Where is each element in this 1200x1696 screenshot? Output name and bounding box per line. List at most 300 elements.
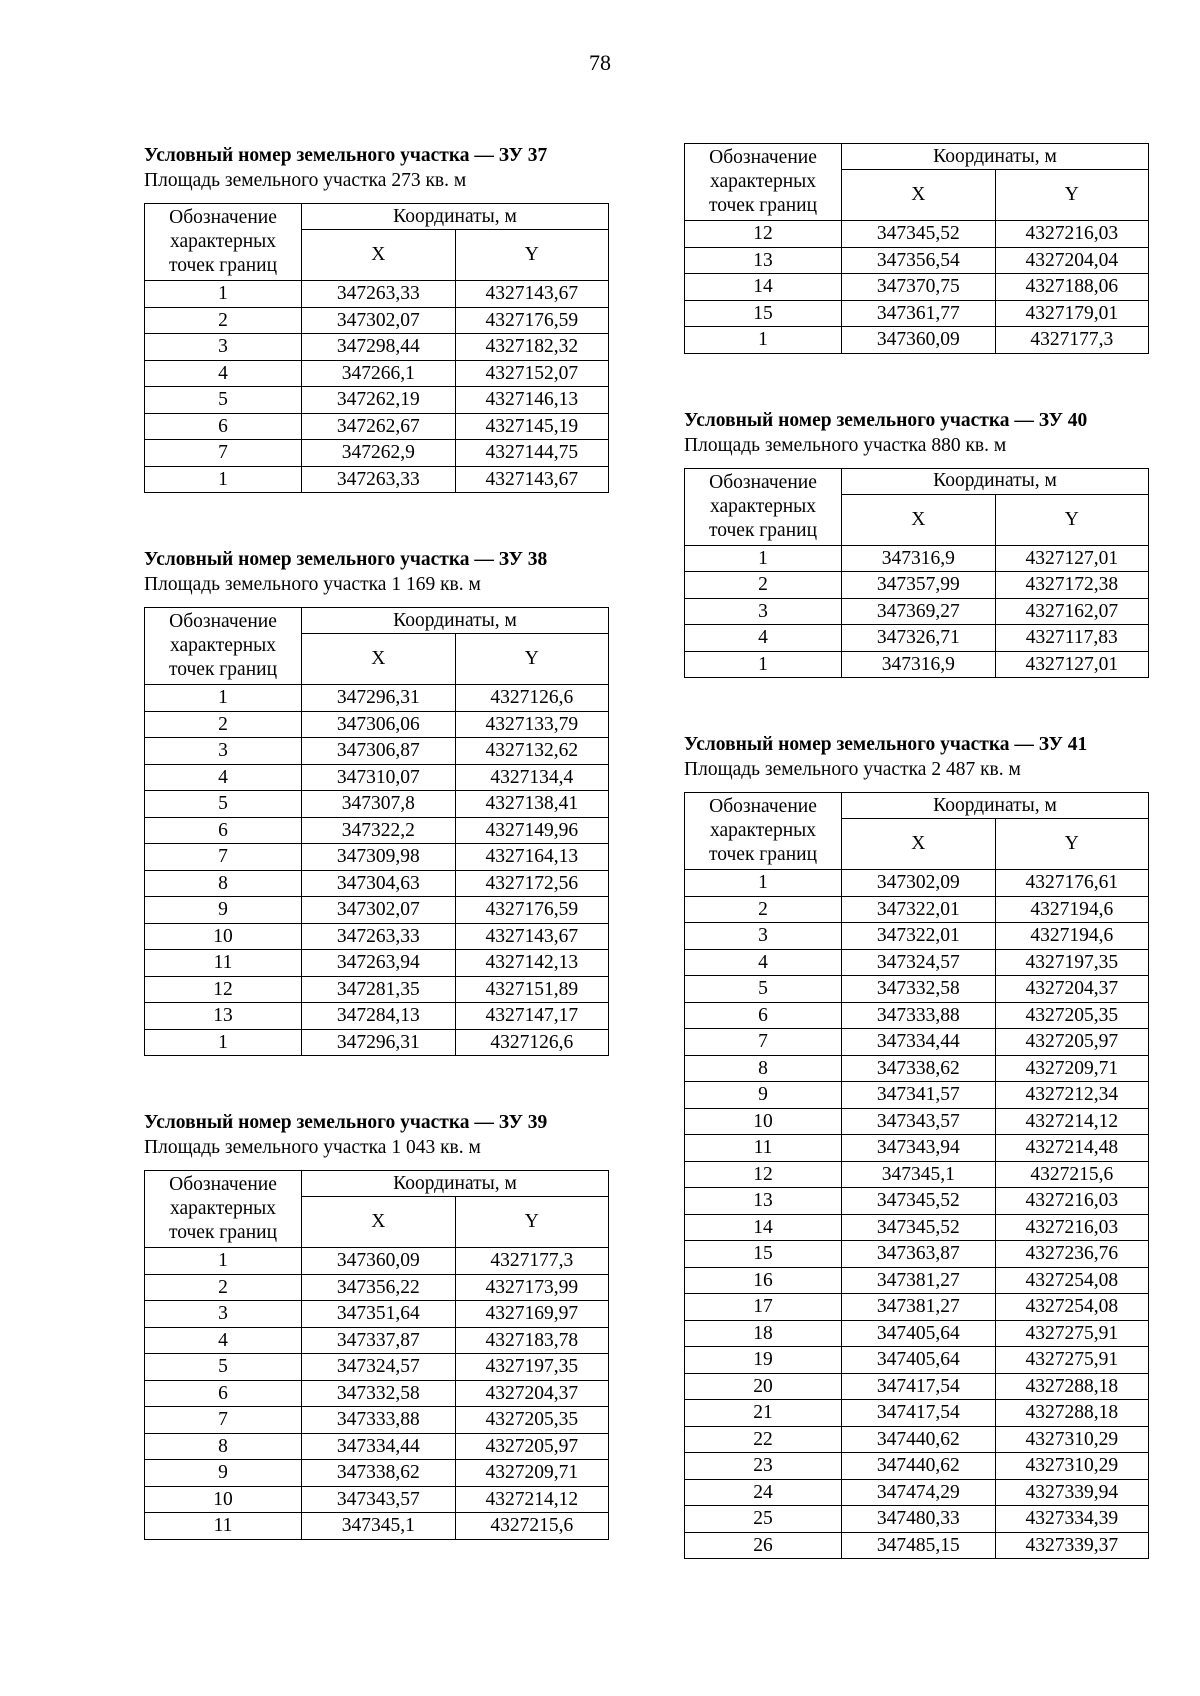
cell-point: 16: [685, 1267, 842, 1294]
cell-point: 26: [685, 1532, 842, 1559]
header-row: [145, 204, 609, 230]
cell-point: 1: [685, 651, 842, 678]
cell-x: 347263,33: [302, 281, 456, 308]
header-coordinates: Координаты, м: [842, 793, 1149, 819]
cell-point: 23: [685, 1453, 842, 1480]
cell-x: 347474,29: [842, 1479, 996, 1506]
cell-y: 4327339,37: [995, 1532, 1149, 1559]
table-row: [145, 844, 609, 871]
table-row: [145, 1301, 609, 1328]
table-row: [685, 1241, 1149, 1268]
cell-point: 3: [145, 738, 302, 765]
cell-y: 4327142,13: [455, 950, 609, 977]
header-y: Y: [995, 494, 1149, 545]
section-zu39: [144, 1110, 614, 1540]
header-point-line: характерных: [170, 635, 276, 656]
cell-x: 347316,9: [842, 651, 996, 678]
section-area: Площадь земельного участка 1 043 кв. м: [144, 1137, 481, 1158]
cell-y: 4327204,04: [995, 247, 1149, 274]
section-title: Условный номер земельного участка — ЗУ 37: [144, 145, 548, 166]
cell-y: 4327127,01: [995, 545, 1149, 572]
header-point-line: характерных: [170, 1198, 276, 1219]
cell-point: 19: [685, 1347, 842, 1374]
cell-point: 1: [145, 1248, 302, 1275]
table-row: [145, 1486, 609, 1513]
table-row: [685, 870, 1149, 897]
table-row: [145, 897, 609, 924]
table-row: [685, 625, 1149, 652]
cell-y: 4327275,91: [995, 1320, 1149, 1347]
header-point-line: Обозначение: [709, 147, 817, 168]
table-row: [685, 247, 1149, 274]
cell-point: 12: [685, 1161, 842, 1188]
cell-point: 20: [685, 1373, 842, 1400]
cell-x: 347266,1: [302, 360, 456, 387]
header-coordinates: Координаты, м: [302, 1171, 609, 1197]
table-row: [145, 923, 609, 950]
cell-x: 347381,27: [842, 1294, 996, 1321]
header-point-line: характерных: [710, 495, 816, 517]
cell-point: 7: [685, 1029, 842, 1056]
header-point-line: точек границ: [708, 195, 818, 216]
header-y: Y: [455, 634, 609, 685]
cell-x: 347405,64: [842, 1320, 996, 1347]
section-zu38: [144, 547, 614, 1056]
cell-x: 347334,44: [842, 1029, 996, 1056]
cell-y: 4327215,6: [995, 1161, 1149, 1188]
header-point-line: характерных: [710, 171, 816, 192]
cell-x: 347333,88: [302, 1407, 456, 1434]
header-point-designation: [145, 1171, 302, 1248]
cell-point: 13: [685, 247, 842, 274]
header-row: [685, 144, 1149, 170]
section-title: Условный номер земельного участка — ЗУ 38: [144, 549, 548, 570]
cell-point: 5: [685, 976, 842, 1003]
cell-y: 4327204,37: [995, 976, 1149, 1003]
table-row: [685, 1082, 1149, 1109]
table-row: [145, 466, 609, 493]
table-row: [685, 1347, 1149, 1374]
cell-y: 4327127,01: [995, 651, 1149, 678]
section-area: Площадь земельного участка 880 кв. м: [684, 434, 1007, 456]
cell-y: 4327236,76: [995, 1241, 1149, 1268]
cell-x: 347332,58: [842, 976, 996, 1003]
cell-y: 4327143,67: [455, 466, 609, 493]
cell-point: 1: [685, 870, 842, 897]
table-row: [145, 307, 609, 334]
cell-point: 10: [145, 1486, 302, 1513]
cell-point: 5: [145, 1354, 302, 1381]
cell-y: 4327310,29: [995, 1453, 1149, 1480]
header-x: X: [302, 230, 456, 281]
cell-x: 347343,57: [842, 1108, 996, 1135]
cell-point: 5: [145, 387, 302, 414]
cell-point: 12: [145, 976, 302, 1003]
header-point-line: Обозначение: [709, 796, 817, 817]
cell-y: 4327164,13: [455, 844, 609, 871]
cell-y: 4327197,35: [995, 949, 1149, 976]
cell-point: 1: [145, 685, 302, 712]
cell-y: 4327205,35: [455, 1407, 609, 1434]
cell-x: 347361,77: [842, 300, 996, 327]
cell-point: 17: [685, 1294, 842, 1321]
cell-x: 347405,64: [842, 1347, 996, 1374]
table-row: [685, 1320, 1149, 1347]
coordinates-table: [684, 792, 1149, 1559]
cell-x: 347332,58: [302, 1380, 456, 1407]
header-point-line: точек границ: [168, 1222, 278, 1243]
cell-x: 347343,57: [302, 1486, 456, 1513]
cell-x: 347262,9: [302, 440, 456, 467]
table-row: [685, 1294, 1149, 1321]
cell-point: 13: [145, 1003, 302, 1030]
cell-x: 347263,33: [302, 923, 456, 950]
section-title: Условный номер земельного участка — ЗУ 41: [684, 734, 1088, 755]
cell-y: 4327138,41: [455, 791, 609, 818]
cell-point: 2: [145, 307, 302, 334]
cell-x: 347302,07: [302, 897, 456, 924]
cell-x: 347356,22: [302, 1274, 456, 1301]
cell-point: 3: [685, 598, 842, 625]
cell-point: 6: [685, 1002, 842, 1029]
header-point-designation: [685, 468, 842, 545]
cell-y: 4327133,79: [455, 711, 609, 738]
cell-x: 347306,06: [302, 711, 456, 738]
cell-x: 347345,52: [842, 221, 996, 248]
table-row: [145, 738, 609, 765]
table-row: [145, 360, 609, 387]
cell-x: 347369,27: [842, 598, 996, 625]
table-row: [685, 274, 1149, 301]
cell-x: 347370,75: [842, 274, 996, 301]
cell-x: 347485,15: [842, 1532, 996, 1559]
header-point-designation: [685, 793, 842, 870]
table-row: [685, 1400, 1149, 1427]
header-x: X: [302, 634, 456, 685]
cell-point: 13: [685, 1188, 842, 1215]
cell-y: 4327288,18: [995, 1373, 1149, 1400]
header-x: X: [842, 170, 996, 221]
cell-y: 4327310,29: [995, 1426, 1149, 1453]
header-coordinates: Координаты, м: [842, 144, 1149, 170]
cell-y: 4327216,03: [995, 1188, 1149, 1215]
cell-x: 347307,8: [302, 791, 456, 818]
cell-point: 1: [145, 1029, 302, 1056]
cell-x: 347356,54: [842, 247, 996, 274]
cell-x: 347316,9: [842, 545, 996, 572]
cell-y: 4327173,99: [455, 1274, 609, 1301]
cell-point: 6: [145, 413, 302, 440]
table-row: [145, 1003, 609, 1030]
cell-point: 11: [685, 1135, 842, 1162]
cell-x: 347351,64: [302, 1301, 456, 1328]
cell-point: 6: [145, 817, 302, 844]
table-row: [685, 598, 1149, 625]
table-row: [685, 572, 1149, 599]
right-column: [684, 143, 1154, 1613]
cell-y: 4327205,35: [995, 1002, 1149, 1029]
section-zu40: [684, 408, 1154, 679]
cell-x: 347302,07: [302, 307, 456, 334]
cell-y: 4327188,06: [995, 274, 1149, 301]
cell-x: 347296,31: [302, 1029, 456, 1056]
cell-point: 5: [145, 791, 302, 818]
table-row: [145, 817, 609, 844]
cell-x: 347440,62: [842, 1453, 996, 1480]
header-coordinates: Координаты, м: [302, 608, 609, 634]
table-row: [685, 1188, 1149, 1215]
table-row: [685, 923, 1149, 950]
cell-point: 3: [685, 923, 842, 950]
header-x: X: [842, 494, 996, 545]
cell-y: 4327334,39: [995, 1506, 1149, 1533]
cell-point: 7: [145, 440, 302, 467]
cell-x: 347263,94: [302, 950, 456, 977]
cell-y: 4327214,48: [995, 1135, 1149, 1162]
table-row: [685, 1506, 1149, 1533]
cell-x: 347322,01: [842, 923, 996, 950]
cell-point: 10: [145, 923, 302, 950]
table-row: [145, 764, 609, 791]
table-row: [685, 1002, 1149, 1029]
section-area: Площадь земельного участка 2 487 кв. м: [684, 759, 1021, 780]
cell-y: 4327182,32: [455, 334, 609, 361]
cell-y: 4327146,13: [455, 387, 609, 414]
coordinates-table: [144, 203, 609, 493]
table-row: [685, 976, 1149, 1003]
header-point-designation: [145, 608, 302, 685]
header-x: X: [302, 1197, 456, 1248]
cell-y: 4327176,59: [455, 307, 609, 334]
table-row: [685, 1453, 1149, 1480]
cell-x: 347302,09: [842, 870, 996, 897]
table-row: [685, 1532, 1149, 1559]
header-point-line: Обозначение: [169, 611, 277, 632]
header-point-designation: [145, 204, 302, 281]
section-zu37: [144, 143, 614, 493]
cell-y: 4327132,62: [455, 738, 609, 765]
cell-x: 347324,57: [302, 1354, 456, 1381]
coordinates-table: [144, 607, 609, 1056]
cell-y: 4327177,3: [455, 1248, 609, 1275]
cell-x: 347345,52: [842, 1188, 996, 1215]
cell-y: 4327254,08: [995, 1294, 1149, 1321]
cell-point: 2: [685, 896, 842, 923]
cell-point: 8: [145, 1433, 302, 1460]
header-row: [685, 793, 1149, 819]
cell-x: 347337,87: [302, 1327, 456, 1354]
header-point-line: характерных: [170, 231, 276, 252]
cell-y: 4327254,08: [995, 1267, 1149, 1294]
table-row: [145, 440, 609, 467]
cell-y: 4327209,71: [455, 1460, 609, 1487]
cell-point: 1: [685, 327, 842, 354]
cell-y: 4327152,07: [455, 360, 609, 387]
table-row: [145, 791, 609, 818]
cell-y: 4327194,6: [995, 896, 1149, 923]
table-row: [685, 1108, 1149, 1135]
table-row: [685, 1214, 1149, 1241]
header-row: [685, 468, 1149, 494]
cell-point: 6: [145, 1380, 302, 1407]
cell-point: 22: [685, 1426, 842, 1453]
cell-y: 4327194,6: [995, 923, 1149, 950]
cell-x: 347262,19: [302, 387, 456, 414]
cell-point: 12: [685, 221, 842, 248]
table-row: [685, 949, 1149, 976]
cell-point: 25: [685, 1506, 842, 1533]
cell-point: 10: [685, 1108, 842, 1135]
cell-y: 4327216,03: [995, 221, 1149, 248]
cell-x: 347322,01: [842, 896, 996, 923]
cell-point: 11: [145, 1513, 302, 1540]
cell-y: 4327214,12: [995, 1108, 1149, 1135]
cell-x: 347357,99: [842, 572, 996, 599]
table-row: [685, 300, 1149, 327]
table-row: [145, 711, 609, 738]
header-coordinates: Координаты, м: [842, 468, 1149, 494]
cell-y: 4327275,91: [995, 1347, 1149, 1374]
cell-x: 347334,44: [302, 1433, 456, 1460]
table-row: [145, 387, 609, 414]
cell-x: 347322,2: [302, 817, 456, 844]
cell-x: 347284,13: [302, 1003, 456, 1030]
cell-point: 8: [145, 870, 302, 897]
table-row: [145, 281, 609, 308]
cell-point: 8: [685, 1055, 842, 1082]
header-point-line: характерных: [710, 820, 816, 841]
cell-x: 347324,57: [842, 949, 996, 976]
header-y: Y: [995, 819, 1149, 870]
cell-x: 347296,31: [302, 685, 456, 712]
cell-y: 4327172,56: [455, 870, 609, 897]
table-row: [685, 327, 1149, 354]
cell-x: 347338,62: [842, 1055, 996, 1082]
cell-point: 7: [145, 1407, 302, 1434]
cell-y: 4327179,01: [995, 300, 1149, 327]
cell-y: 4327126,6: [455, 1029, 609, 1056]
table-row: [145, 1327, 609, 1354]
cell-x: 347309,98: [302, 844, 456, 871]
cell-point: 15: [685, 1241, 842, 1268]
cell-point: 7: [145, 844, 302, 871]
page-number: 78: [589, 50, 611, 75]
section-title: Условный номер земельного участка — ЗУ 40: [684, 409, 1088, 431]
header-point-designation: [685, 144, 842, 221]
cell-x: 347440,62: [842, 1426, 996, 1453]
cell-x: 347298,44: [302, 334, 456, 361]
cell-point: 1: [145, 466, 302, 493]
table-row: [685, 651, 1149, 678]
table-row: [685, 1161, 1149, 1188]
cell-point: 4: [145, 360, 302, 387]
cell-x: 347326,71: [842, 625, 996, 652]
cell-x: 347306,87: [302, 738, 456, 765]
cell-y: 4327288,18: [995, 1400, 1149, 1427]
cell-x: 347341,57: [842, 1082, 996, 1109]
table-row: [685, 1373, 1149, 1400]
cell-x: 347345,1: [302, 1513, 456, 1540]
cell-point: 4: [145, 1327, 302, 1354]
cell-x: 347345,52: [842, 1214, 996, 1241]
table-row: [145, 1354, 609, 1381]
table-row: [685, 1055, 1149, 1082]
cell-x: 347310,07: [302, 764, 456, 791]
cell-y: 4327143,67: [455, 281, 609, 308]
header-point-line: точек границ: [708, 519, 818, 541]
header-point-line: точек границ: [168, 659, 278, 680]
cell-y: 4327205,97: [995, 1029, 1149, 1056]
coordinates-table: [684, 468, 1149, 679]
cell-point: 1: [145, 281, 302, 308]
cell-point: 21: [685, 1400, 842, 1427]
header-row: [145, 608, 609, 634]
cell-x: 347360,09: [842, 327, 996, 354]
table-row: [145, 1433, 609, 1460]
cell-point: 9: [685, 1082, 842, 1109]
cell-point: 24: [685, 1479, 842, 1506]
left-column: [144, 143, 614, 1594]
table-row: [145, 685, 609, 712]
cell-y: 4327162,07: [995, 598, 1149, 625]
cell-x: 347417,54: [842, 1400, 996, 1427]
cell-point: 18: [685, 1320, 842, 1347]
cell-y: 4327149,96: [455, 817, 609, 844]
cell-y: 4327205,97: [455, 1433, 609, 1460]
cell-y: 4327176,61: [995, 870, 1149, 897]
cell-point: 2: [145, 711, 302, 738]
cell-x: 347304,63: [302, 870, 456, 897]
cell-point: 2: [145, 1274, 302, 1301]
cell-x: 347338,62: [302, 1460, 456, 1487]
table-row: [145, 1513, 609, 1540]
header-point-line: точек границ: [168, 255, 278, 276]
header-point-line: Обозначение: [169, 207, 277, 228]
cell-x: 347345,1: [842, 1161, 996, 1188]
header-y: Y: [455, 1197, 609, 1248]
cell-point: 2: [685, 572, 842, 599]
header-y: Y: [995, 170, 1149, 221]
cell-y: 4327151,89: [455, 976, 609, 1003]
cell-y: 4327144,75: [455, 440, 609, 467]
table-row: [145, 1460, 609, 1487]
table-row: [685, 1267, 1149, 1294]
table-row: [685, 1029, 1149, 1056]
cell-y: 4327172,38: [995, 572, 1149, 599]
cell-point: 14: [685, 1214, 842, 1241]
section-area: Площадь земельного участка 273 кв. м: [144, 170, 467, 191]
table-row: [685, 221, 1149, 248]
table-row: [145, 413, 609, 440]
table-row: [145, 1380, 609, 1407]
cell-x: 347281,35: [302, 976, 456, 1003]
table-row: [145, 1274, 609, 1301]
cell-y: 4327212,34: [995, 1082, 1149, 1109]
table-row: [145, 976, 609, 1003]
cell-y: 4327147,17: [455, 1003, 609, 1030]
header-point-line: Обозначение: [169, 1174, 277, 1195]
section-zu39-continued: [684, 143, 1154, 354]
cell-x: 347381,27: [842, 1267, 996, 1294]
cell-point: 11: [145, 950, 302, 977]
cell-y: 4327183,78: [455, 1327, 609, 1354]
table-row: [685, 1135, 1149, 1162]
cell-y: 4327126,6: [455, 685, 609, 712]
table-row: [145, 870, 609, 897]
cell-y: 4327177,3: [995, 327, 1149, 354]
cell-x: 347343,94: [842, 1135, 996, 1162]
cell-y: 4327143,67: [455, 923, 609, 950]
